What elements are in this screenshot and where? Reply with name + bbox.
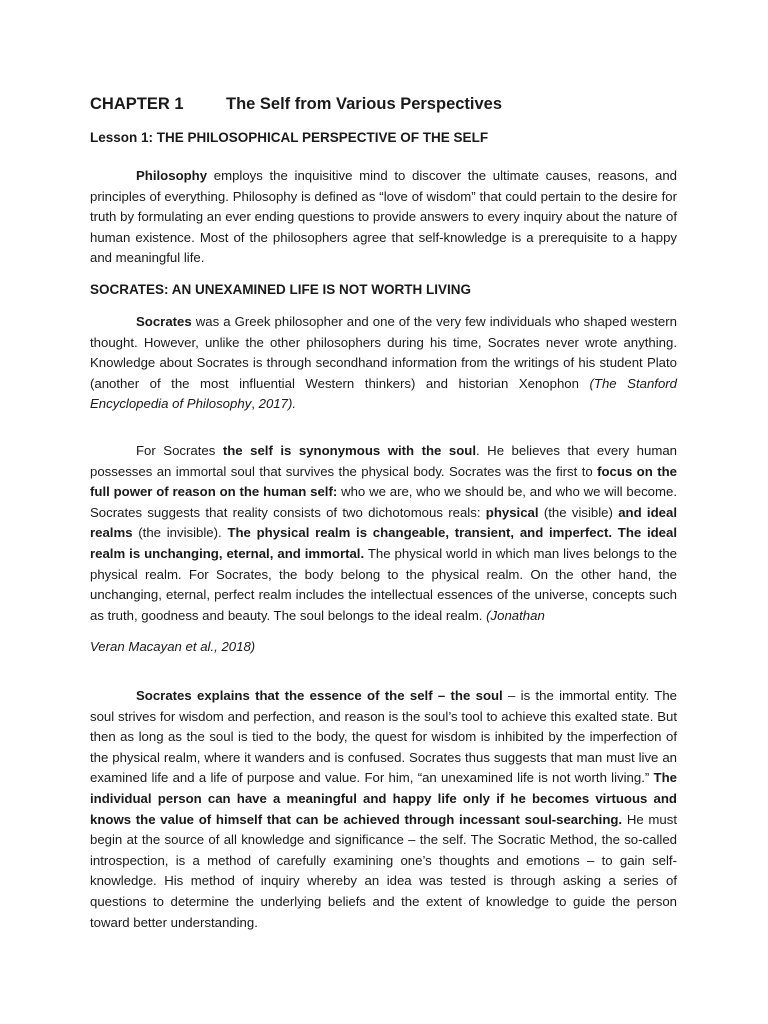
paragraph-socrates-intro: [90, 312, 677, 415]
paragraph-essence-of-self: [90, 686, 677, 933]
paragraph-text: ,: [251, 396, 259, 412]
paragraph-text: . He believes that every human possesses an immortal soul that survives the physical body. Socrates was the first to: [90, 443, 678, 479]
bold-term: Socrates: [136, 314, 192, 329]
paragraph-text: He must begin at the source of all knowledge and significance – the self. The Socratic Method, the so-called introspection, is a method of carefully examining one’s thoughts and emotions – to gain self-knowledge. His method of inquiry whereby an idea was tested is through asking a series of questions to determine the underlying beliefs and the extent of knowledge to guide the person toward better understanding.: [90, 811, 678, 930]
paragraph-philosophy: [90, 166, 677, 269]
paragraph-text: The physical world in which man lives belongs to the physical realm. For Socrates, the body belong to the physical realm. On the other hand, the unchanging, eternal, perfect realm includes the intellectual essences of the universe, concepts such as truth, goodness and beauty. The soul belongs to the ideal realm.: [90, 545, 677, 623]
lesson-heading: Lesson 1: THE PHILOSOPHICAL PERSPECTIVE OF THE SELF: [90, 130, 489, 145]
bold-phrase: and ideal realms: [90, 504, 677, 541]
section-heading-socrates: SOCRATES: AN UNEXAMINED LIFE IS NOT WORTH LIVING: [90, 282, 471, 297]
paragraph-text: (the invisible).: [132, 525, 228, 541]
paragraph-text: who we are, who we should be, and who we will become. Socrates suggests that reality consists of two dichotomous reals:: [90, 484, 677, 520]
paragraph-text: (the visible): [538, 504, 619, 520]
paragraph-text: – is the immortal entity. The soul strives for wisdom and perfection, and reason is the soul’s tool to achieve this exalted state. But then as long as the soul is tied to the body, the quest for wisdom is inhibited by the imperfection of the physical realm, where it wanders and is confused. Socrates thus suggests that man must live an examined life and a life of purpose and value. For him, “an unexamined life is not worth living.”: [90, 688, 677, 786]
bold-phrase: the self is synonymous with the soul: [222, 443, 476, 458]
paragraph-text: employs the inquisitive mind to discover the ultimate causes, reasons, and principles of everything. Philosophy is defined as “love of wisdom” that could pertain to the desire for truth by formulating an ever ending questions to provide answers to every inquiry about the nature of human existence. Most of the philosophers agree that self-knowledge is a prerequisite to a happy and meaningful life.: [90, 168, 677, 266]
citation-author-cont: Veran Macayan et al., 2018): [90, 639, 256, 654]
paragraph-self-soul: [90, 441, 677, 626]
chapter-title: The Self from Various Perspectives: [226, 95, 503, 113]
citation-author: (Jonathan: [486, 607, 545, 623]
chapter-heading: [90, 95, 502, 114]
bold-phrase: physical: [485, 504, 539, 520]
bold-phrase: The individual person can have a meaningful and happy life only if he becomes virtuous and knows the value of himself that can be achieved through incessant soul-searching.: [90, 770, 677, 827]
paragraph-text: was a Greek philosopher and one of the very few individuals who shaped western thought. However, unlike the other philosophers during his time, Socrates never wrote anything. Knowledge about Socrates is through secondhand information from the writings of his student Plato (another of the most influential Western thinkers) and historian Xenophon: [90, 314, 677, 391]
bold-phrase: focus on the full power of reason on the human self:: [90, 463, 677, 500]
paragraph-text: For Socrates: [136, 443, 223, 458]
paragraph-citation-line: [90, 637, 677, 658]
bold-phrase: Socrates explains that the essence of the self – the soul: [136, 688, 503, 703]
chapter-number: CHAPTER 1: [90, 95, 184, 113]
bold-phrase: The physical realm is changeable, transient, and imperfect. The ideal realm is unchanging, eternal, and immortal.: [90, 525, 678, 561]
citation-source: (The Stanford Encyclopedia of Philosophy: [90, 375, 678, 412]
citation-year: 2017).: [258, 396, 297, 412]
bold-term: Philosophy: [136, 168, 208, 183]
